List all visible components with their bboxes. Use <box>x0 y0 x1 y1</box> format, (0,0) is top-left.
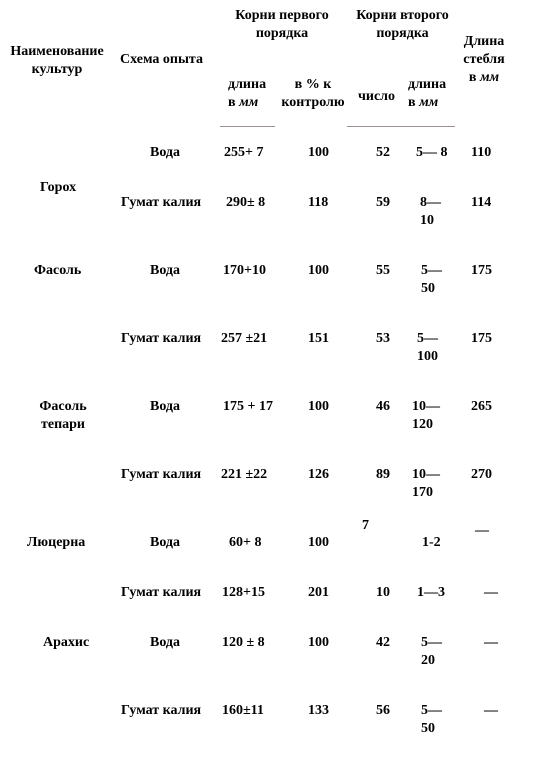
row-1-len1: 290± 8 <box>226 195 266 210</box>
row-2-len2: 5—50 <box>421 263 442 296</box>
row-0-crop: Горох <box>40 180 77 195</box>
row-3-len2: 5—100 <box>417 331 438 364</box>
header-length1-unit: мм <box>239 95 259 110</box>
row-0-stem: 110 <box>471 145 492 160</box>
row-6-crop: Люцерна <box>27 535 86 550</box>
row-3-stem: 175 <box>471 331 492 346</box>
row-4-len2: 10—120 <box>412 399 440 432</box>
row-1-pct: 118 <box>308 195 329 210</box>
row-9-len2: 5—50 <box>421 703 442 736</box>
row-8-count: 42 <box>376 635 390 650</box>
row-1-count: 59 <box>376 195 390 210</box>
header-first-order: Корни первого порядка <box>235 8 329 41</box>
row-9-scheme: Гумат калия <box>121 703 202 718</box>
row-9-count: 56 <box>376 703 390 718</box>
header-percent <box>276 76 350 112</box>
header-length2-line2: в мм <box>408 95 439 110</box>
row-3-count: 53 <box>376 331 390 346</box>
row-4-stem: 265 <box>471 399 492 414</box>
row-9-pct: 133 <box>308 703 329 718</box>
row-7-scheme: Гумат калия <box>121 585 202 600</box>
row-6-scheme: Вода <box>150 535 181 550</box>
row-7-len1: 128+15 <box>222 585 265 600</box>
row-2-scheme: Вода <box>150 263 181 278</box>
row-1-stem: 114 <box>471 195 492 210</box>
row-5-pct: 126 <box>308 467 329 482</box>
row-6-count: 7 <box>362 518 369 533</box>
row-8-crop: Арахис <box>43 635 90 650</box>
row-5-len2: 10—170 <box>412 467 440 500</box>
header-rule-first <box>220 126 275 127</box>
row-2-count: 55 <box>376 263 390 278</box>
row-7-stem: — <box>484 585 498 600</box>
header-length2-unit: мм <box>419 95 439 110</box>
row-0-pct: 100 <box>308 145 329 160</box>
row-6-len2: 1-2 <box>422 535 441 550</box>
row-2-pct: 100 <box>308 263 329 278</box>
row-8-len2: 5—20 <box>421 635 442 668</box>
row-3-scheme: Гумат калия <box>121 331 202 346</box>
row-2-crop: Фасоль <box>34 263 82 278</box>
row-4-crop: Фасоль тепари <box>39 399 87 432</box>
header-percent-line1: в % к <box>294 77 332 92</box>
header-count: число <box>358 89 396 104</box>
row-8-len1: 120 ± 8 <box>222 635 265 650</box>
row-1-len2: 8—10 <box>420 195 441 228</box>
row-4-pct: 100 <box>308 399 329 414</box>
row-3-len1: 257 ±21 <box>221 331 268 346</box>
header-length1-line1: длина <box>228 77 267 92</box>
header-length2 <box>408 76 446 112</box>
row-5-len1: 221 ±22 <box>221 467 268 482</box>
header-crop: Наименование культур <box>10 44 104 77</box>
row-6-len1: 60+ 8 <box>229 535 262 550</box>
row-8-stem: — <box>484 635 498 650</box>
row-7-count: 10 <box>376 585 390 600</box>
header-stem <box>458 33 510 87</box>
row-0-scheme: Вода <box>150 145 181 160</box>
header-length2-line1: длина <box>408 77 447 92</box>
row-4-len1: 175 + 17 <box>223 399 273 414</box>
row-5-count: 89 <box>376 467 390 482</box>
header-second-order: Корни второго порядка <box>356 8 449 41</box>
row-6-stem: — <box>475 523 489 538</box>
row-5-scheme: Гумат калия <box>121 467 202 482</box>
header-stem-line2: стебля <box>463 52 505 67</box>
row-0-len2: 5— 8 <box>416 145 448 160</box>
row-9-stem: — <box>484 703 498 718</box>
header-scheme: Схема опыта <box>120 52 203 67</box>
header-rule-second <box>347 126 455 127</box>
row-2-len1: 170+10 <box>223 263 266 278</box>
header-length1 <box>228 76 266 112</box>
row-4-count: 46 <box>376 399 390 414</box>
row-0-len1: 255+ 7 <box>224 145 264 160</box>
row-8-scheme: Вода <box>150 635 181 650</box>
row-5-stem: 270 <box>471 467 492 482</box>
header-stem-unit: мм <box>479 70 500 85</box>
row-3-pct: 151 <box>308 331 329 346</box>
row-9-len1: 160±11 <box>222 703 264 718</box>
header-length1-line2: в мм <box>228 95 259 110</box>
row-7-len2: 1—3 <box>417 585 445 600</box>
row-8-pct: 100 <box>308 635 329 650</box>
header-percent-line2: контролю <box>281 95 345 110</box>
row-4-scheme: Вода <box>150 399 181 414</box>
row-2-stem: 175 <box>471 263 492 278</box>
header-stem-line1: Длина <box>463 34 505 49</box>
row-6-pct: 100 <box>308 535 329 550</box>
row-1-scheme: Гумат калия <box>121 195 202 210</box>
header-stem-line3: в мм <box>468 70 500 85</box>
row-7-pct: 201 <box>308 585 329 600</box>
row-0-count: 52 <box>376 145 390 160</box>
